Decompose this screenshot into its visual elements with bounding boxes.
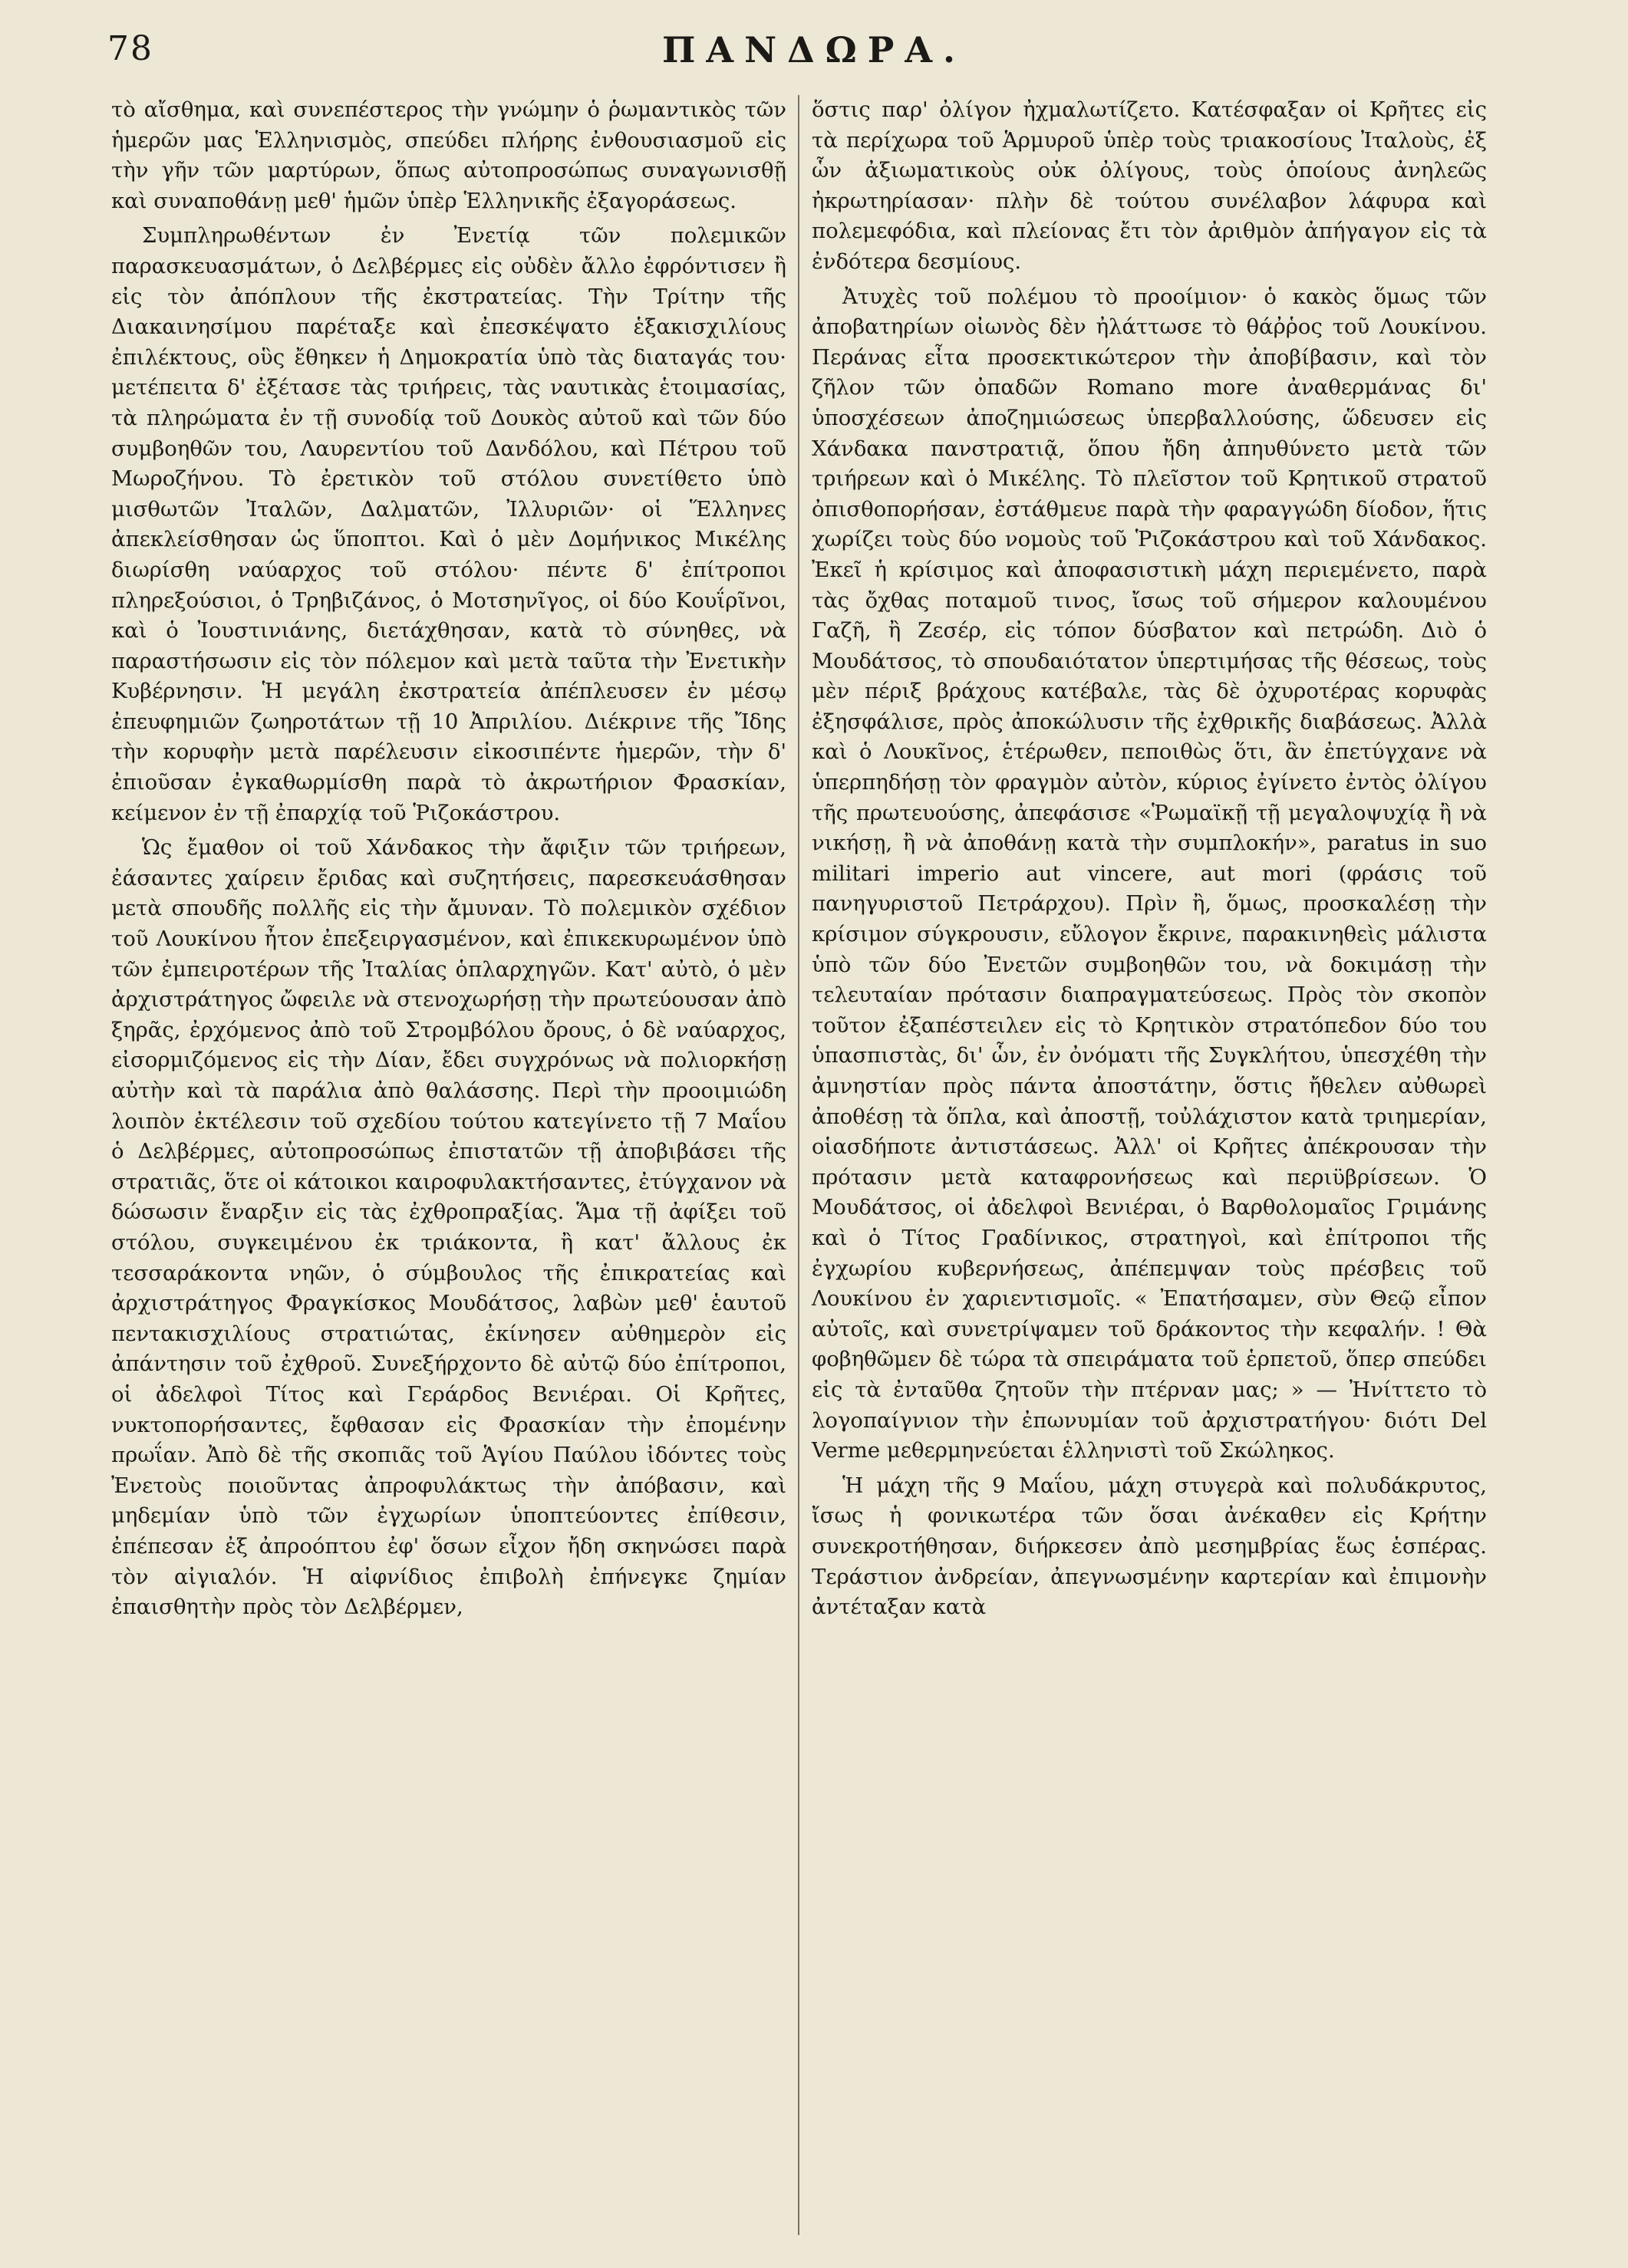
right-column bbox=[812, 95, 1487, 1623]
page-number: 78 bbox=[107, 29, 153, 68]
page-header bbox=[100, 29, 1528, 83]
paragraph: Ὡς ἔμαθον οἱ τοῦ Χάνδακος τὴν ἄφιξιν τῶν τριήρεων, ἐάσαντες χαίρειν ἔριδας καὶ συζητήσεις, παρεσκευάσθησαν μετὰ σπουδῆς πολλῆς εἰς τὴν ἄμυναν. Τὸ πολεμικὸν σχέδιον τοῦ Λουκίνου ἦτον ἐπεξειργασμένον, καὶ ἐπικεκυρωμένον ὑπὸ τῶν ἐμπειροτέρων τῆς Ἰταλίας ὁπλαρχηγῶν. Κατ' αὐτὸ, ὁ μὲν ἀρχιστράτηγος ὤφειλε νὰ στενοχωρήσῃ τὴν πρωτεύουσαν ἀπὸ ξηρᾶς, ἐρχόμενος ἀπὸ τοῦ Στρομβόλου ὄρους, ὁ δὲ ναύαρχος, εἰσορμιζόμενος εἰς τὴν Δίαν, ἔδει συγχρόνως νὰ πολιορκήσῃ αὐτὴν καὶ τὰ παράλια ἀπὸ θαλάσσης. Περὶ τὴν προοιμιώδη λοιπὸν ἐκτέλεσιν τοῦ σχεδίου τούτου κατεγίνετο τῇ 7 Μαΐου ὁ Δελβέρμες, αὐτοπροσώπως ἐπιστατῶν τῇ ἀποβιβάσει τῆς στρατιᾶς, ὅτε οἱ κάτοικοι καιροφυλακτήσαντες, ἐτύγχανον νὰ δώσωσιν ἔναρξιν εἰς τὰς ἐχθροπραξίας. Ἅμα τῇ ἀφίξει τοῦ στόλου, συγκειμένου ἐκ τριάκοντα, ἢ κατ' ἄλλους ἐκ τεσσαράκοντα νηῶν, ὁ σύμβουλος τῆς ἐπικρατείας καὶ ἀρχιστράτηγος Φραγκίσκος Μουδάτσος, λαβὼν μεθ' ἑαυτοῦ πεντακισχιλίους στρατιώτας, ἐκίνησεν αὐθημερὸν εἰς ἀπάντησιν τοῦ ἐχθροῦ. Συνεξήρχοντο δὲ αὐτῷ δύο ἐπίτροποι, οἱ ἀδελφοὶ Τίτος καὶ Γεράρδος Βενιέραι. Οἱ Κρῆτες, νυκτοπορήσαντες, ἔφθασαν εἰς Φρασκίαν τὴν ἐπομένην πρωΐαν. Ἀπὸ δὲ τῆς σκοπιᾶς τοῦ Ἁγίου Παύλου ἰδόντες τοὺς Ἐνετοὺς ποιοῦντας ἀπροφυλάκτως τὴν ἀπόβασιν, καὶ μηδεμίαν ὑπὸ τῶν ἐγχωρίων ὑποπτεύοντες ἐπίθεσιν, ἐπέπεσαν ἐξ ἀπροόπτου ἐφ' ὅσων εἶχον ἤδη σκηνώσει παρὰ τὸν αἰγιαλόν. Ἡ αἰφνίδιος ἐπιβολὴ ἐπήνεγκε ζημίαν ἐπαισθητὴν πρὸς τὸν Δελβέρμεν, bbox=[111, 835, 786, 1620]
paragraph: Ἡ μάχη τῆς 9 Μαΐου, μάχη στυγερὰ καὶ πολυδάκρυτος, ἴσως ἡ φονικωτέρα τῶν ὅσαι ἀνέκαθεν εἰς Κρήτην συνεκροτήθησαν, διήρκεσεν ἀπὸ μεσημβρίας ἕως ἑσπέρας. Τεράστιον ἀνδρείαν, ἀπεγνωσμένην καρτερίαν καὶ ἐπιμονὴν ἀντέταξαν κατὰ bbox=[812, 1473, 1487, 1620]
paragraph: Ἀτυχὲς τοῦ πολέμου τὸ προοίμιον· ὁ κακὸς ὅμως τῶν ἀποβατηρίων οἰωνὸς δὲν ἠλάττωσε τὸ θάῤῥος τοῦ Λουκίνου. Περάνας εἶτα προσεκτικώτερον τὴν ἀποβίβασιν, καὶ τὸν ζῆλον τῶν ὀπαδῶν Romano more ἀναθερμάνας δι' ὑποσχέσεων ἀποζημιώσεως ὑπερβαλλούσης, ὥδευσεν εἰς Χάνδακα πανστρατιᾷ, ὅπου ἤδη ἀπηυθύνετο μετὰ τῶν τριήρεων καὶ ὁ Μικέλης. Τὸ πλεῖστον τοῦ Κρητικοῦ στρατοῦ ὀπισθοπορήσαν, ἐστάθμευε παρὰ τὴν φαραγγώδη δίοδον, ἥτις χωρίζει τοὺς δύο νομοὺς τοῦ Ῥιζοκάστρου καὶ τοῦ Χάνδακος. Ἐκεῖ ἡ κρίσιμος καὶ ἀποφασιστικὴ μάχη περιεμένετο, παρὰ τὰς ὄχθας ποταμοῦ τινος, ἴσως τοῦ σήμερον καλουμένου Γαζῆ, ἢ Ζεσέρ, εἰς τόπον δύσβατον καὶ πετρώδη. Διὸ ὁ Μουδάτσος, τὸ σπουδαιότατον ὑπερτιμήσας τῆς θέσεως, τοὺς μὲν πέριξ βράχους κατέβαλε, τὰς δὲ ὀχυροτέρας κορυφὰς ἐξησφάλισε, πρὸς ἀποκώλυσιν τῆς ἐχθρικῆς διαβάσεως. Ἀλλὰ καὶ ὁ Λουκῖνος, ἑτέρωθεν, πεποιθὼς ὅτι, ἂν ἐπετύγχανε νὰ ὑπερπηδήσῃ τὸν φραγμὸν αὐτὸν, κύριος ἐγίνετο ἐντὸς ὀλίγου τῆς πρωτευούσης, ἀπεφάσισε «Ῥωμαϊκῇ τῇ μεγαλοψυχίᾳ ἢ νὰ νικήσῃ, ἢ νὰ ἀποθάνῃ κατὰ τὴν συμπλοκήν», paratus in suo militari imperio aut vincere, aut mori (φράσις τοῦ πανηγυριστοῦ Πετράρχου). Πρὶν ἢ, ὅμως, προσκαλέσῃ τὴν κρίσιμον σύγκρουσιν, εὔλογον ἔκρινε, παρακινηθεὶς μάλιστα ὑπὸ τῶν δύο Ἐνετῶν συμβοηθῶν του, νὰ δοκιμάσῃ τὴν τελευταίαν πρότασιν διαπραγματεύσεως. Πρὸς τὸν σκοπὸν τοῦτον ἐξαπέστειλεν εἰς τὸ Κρητικὸν στρατόπεδον δύο του ὑπασπιστὰς, δι' ὧν, ἐν ὀνόματι τῆς Συγκλήτου, ὑπεσχέθη τὴν ἀμνηστίαν πρὸς πάντα ἀποστάτην, ὅστις ἤθελεν αὐθωρεὶ ἀποθέσῃ τὰ ὅπλα, καὶ ἀποστῇ, τοὐλάχιστον κατὰ τριημερίαν, οἱασδήποτε ἀντιστάσεως. Ἀλλ' οἱ Κρῆτες ἀπέκρουσαν τὴν πρότασιν μετὰ καταφρονήσεως καὶ περιϋβρίσεων. Ὁ Μουδάτσος, οἱ ἀδελφοὶ Βενιέραι, ὁ Βαρθολομαῖος Γριμάνης καὶ ὁ Τίτος Γραδίνικος, στρατηγοὶ, καὶ ἐπίτροποι τῆς ἐγχωρίου κυβερνήσεως, ἀπέπεμψαν τοὺς πρέσβεις τοῦ Λουκίνου ἐν χαριεντισμοῖς. « Ἐπατήσαμεν, σὺν Θεῷ εἶπον αὐτοῖς, καὶ συνετρίψαμεν τοῦ δράκοντος τὴν κεφαλήν. ! Θὰ φοβηθῶμεν δὲ τώρα τὰ σπειράματα τοῦ ἑρπετοῦ, ὅπερ σπεύδει εἰς τὰ ἐνταῦθα ζητοῦν τὴν πτέρναν μας; » — Ἠνίττετο τὸ λογοπαίγνιον τὴν ἐπωνυμίαν τοῦ ἀρχιστρατήγου· διότι Del Verme μεθερμηνεύεται ἑλληνιστὶ τοῦ Σκώληκος. bbox=[812, 284, 1487, 1463]
left-column bbox=[111, 95, 786, 1623]
column-divider bbox=[798, 95, 799, 2235]
paragraph: ὅστις παρ' ὀλίγον ἠχμαλωτίζετο. Κατέσφαξαν οἱ Κρῆτες εἰς τὰ περίχωρα τοῦ Ἁρμυροῦ ὑπὲρ τοὺς τριακοσίους Ἰταλοὺς, ἐξ ὧν ἀξιωματικοὺς οὐκ ὀλίγους, τοὺς ὁποίους ἀνηλεῶς ἠκρωτηρίασαν· πλὴν δὲ τούτου συνέλαβον λάφυρα καὶ πολεμεφόδια, καὶ πλείονας ἔτι τὸν ἀριθμὸν ἀπήγαγον εἰς τὰ ἐνδότερα δεσμίους. bbox=[812, 97, 1487, 274]
running-title: ΠΑΝΔΩΡΑ. bbox=[661, 29, 967, 71]
paragraph: τὸ αἴσθημα, καὶ συνεπέστερος τὴν γνώμην ὁ ῥωμαντικὸς τῶν ἡμερῶν μας Ἑλληνισμὸς, σπεύδει πλήρης ἐνθουσιασμοῦ εἰς τὴν γῆν τῶν μαρτύρων, ὅπως αὐτοπροσώπως συναγωνισθῇ καὶ συναποθάνῃ μεθ' ἡμῶν ὑπὲρ Ἑλληνικῆς ἐξαγοράσεως. bbox=[111, 97, 786, 213]
paragraph: Συμπληρωθέντων ἐν Ἐνετίᾳ τῶν πολεμικῶν παρασκευασμάτων, ὁ Δελβέρμες εἰς οὐδὲν ἄλλο ἐφρόντισεν ἢ εἰς τὸν ἀπόπλουν τῆς ἐκστρατείας. Τὴν Τρίτην τῆς Διακαινησίμου παρέταξε καὶ ἐπεσκέψατο ἑξακισχιλίους ἐπιλέκτους, οὓς ἔθηκεν ἡ Δημοκρατία ὑπὸ τὰς διαταγάς του· μετέπειτα δ' ἐξέτασε τὰς τριήρεις, τὰς ναυτικὰς ἑτοιμασίας, τὰ πληρώματα ἐν τῇ συνοδίᾳ τοῦ Δουκὸς αὐτοῦ καὶ τῶν δύο συμβοηθῶν του, Λαυρεντίου τοῦ Δανδόλου, καὶ Πέτρου τοῦ Μωροζήνου. Τὸ ἐρετικὸν τοῦ στόλου συνετίθετο ὑπὸ μισθωτῶν Ἰταλῶν, Δαλματῶν, Ἰλλυριῶν· οἱ Ἕλληνες ἀπεκλείσθησαν ὡς ὕποπτοι. Καὶ ὁ μὲν Δομήνικος Μικέλης διωρίσθη ναύαρχος τοῦ στόλου· πέντε δ' ἐπίτροποι πληρεξούσιοι, ὁ Τρηβιζάνος, ὁ Μοτσηνῖγος, οἱ δύο Κουΐρῖνοι, καὶ ὁ Ἰουστινιάνης, διετάχθησαν, κατὰ τὸ σύνηθες, νὰ παραστήσωσιν εἰς τὸν πόλεμον καὶ μετὰ ταῦτα τὴν Ἐνετικὴν Κυβέρνησιν. Ἡ μεγάλη ἐκστρατεία ἀπέπλευσεν ἐν μέσῳ ἐπευφημιῶν ζωηροτάτων τῇ 10 Ἀπριλίου. Διέκρινε τῆς Ἴδης τὴν κορυφὴν μετὰ παρέλευσιν εἰκοσιπέντε ἡμερῶν, τὴν δ' ἐπιοῦσαν ἐγκαθωρμίσθη παρὰ τὸ ἀκρωτήριον Φρασκίαν, κείμενον ἐν τῇ ἐπαρχίᾳ τοῦ Ῥιζοκάστρου. bbox=[111, 223, 786, 825]
